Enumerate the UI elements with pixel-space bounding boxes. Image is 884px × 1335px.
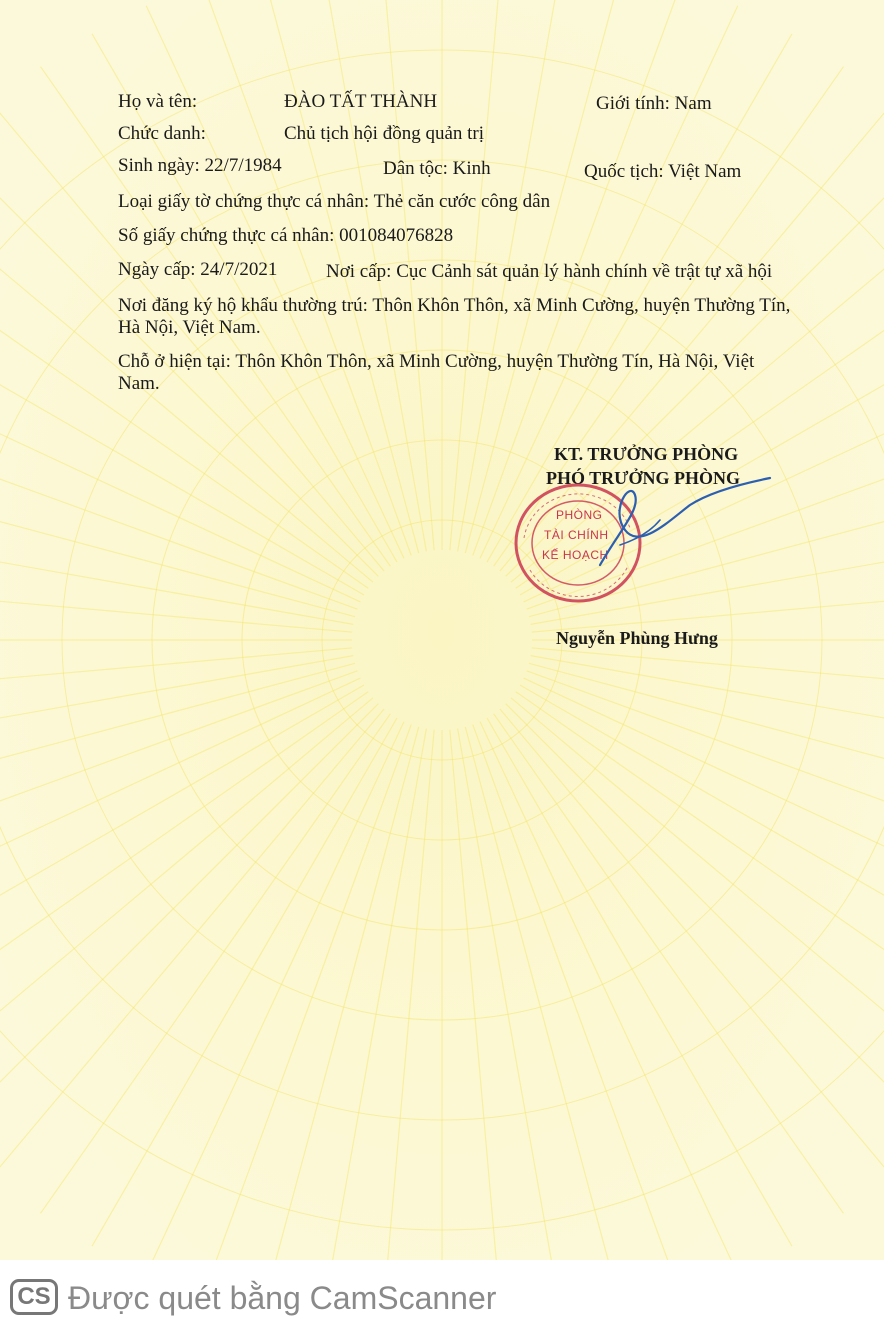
ethnicity-field: Dân tộc: Kinh <box>383 158 491 179</box>
position-label: Chức danh: <box>118 123 206 144</box>
scanner-watermark-text: Được quét bằng CamScanner <box>68 1280 497 1316</box>
seal-text-line3: KẾ HOẠCH <box>542 548 609 562</box>
signer-name: Nguyễn Phùng Hưng <box>556 628 718 648</box>
current-address-line2: Nam. <box>118 373 160 394</box>
position-value: Chủ tịch hội đồng quản trị <box>284 123 485 144</box>
name-label: Họ và tên: <box>118 91 198 112</box>
nationality-field: Quốc tịch: Việt Nam <box>584 161 742 182</box>
name-value: ĐÀO TẤT THÀNH <box>284 91 438 112</box>
scanner-footer <box>0 1262 884 1335</box>
issue-place-field: Nơi cấp: Cục Cảnh sát quản lý hành chính về trật tự xã hội <box>326 261 773 282</box>
seal-text-line1: PHÒNG <box>556 508 603 522</box>
signature-title-line1: KT. TRƯỞNG PHÒNG <box>554 444 739 464</box>
signature-title-line2: PHÓ TRƯỞNG PHÒNG <box>546 468 741 488</box>
id-number-field: Số giấy chứng thực cá nhân: 001084076828 <box>118 225 454 246</box>
birth-date-field: Sinh ngày: 22/7/1984 <box>118 155 282 176</box>
permanent-address-line2: Hà Nội, Việt Nam. <box>118 317 261 338</box>
issue-date-field: Ngày cấp: 24/7/2021 <box>118 259 278 280</box>
current-address-line1: Chỗ ở hiện tại: Thôn Khôn Thôn, xã Minh Cường, huyện Thường Tín, Hà Nội, Việt <box>118 351 755 372</box>
handwritten-signature <box>580 470 780 580</box>
gender-field: Giới tính: Nam <box>596 93 712 114</box>
camscanner-logo-icon: CS <box>10 1279 58 1315</box>
permanent-address-line1: Nơi đăng ký hộ khẩu thường trú: Thôn Khôn Thôn, xã Minh Cường, huyện Thường Tín, <box>118 295 791 316</box>
id-type-field: Loại giấy tờ chứng thực cá nhân: Thẻ căn cước công dân <box>118 191 551 212</box>
seal-text-line2: TÀI CHÍNH <box>544 528 609 542</box>
